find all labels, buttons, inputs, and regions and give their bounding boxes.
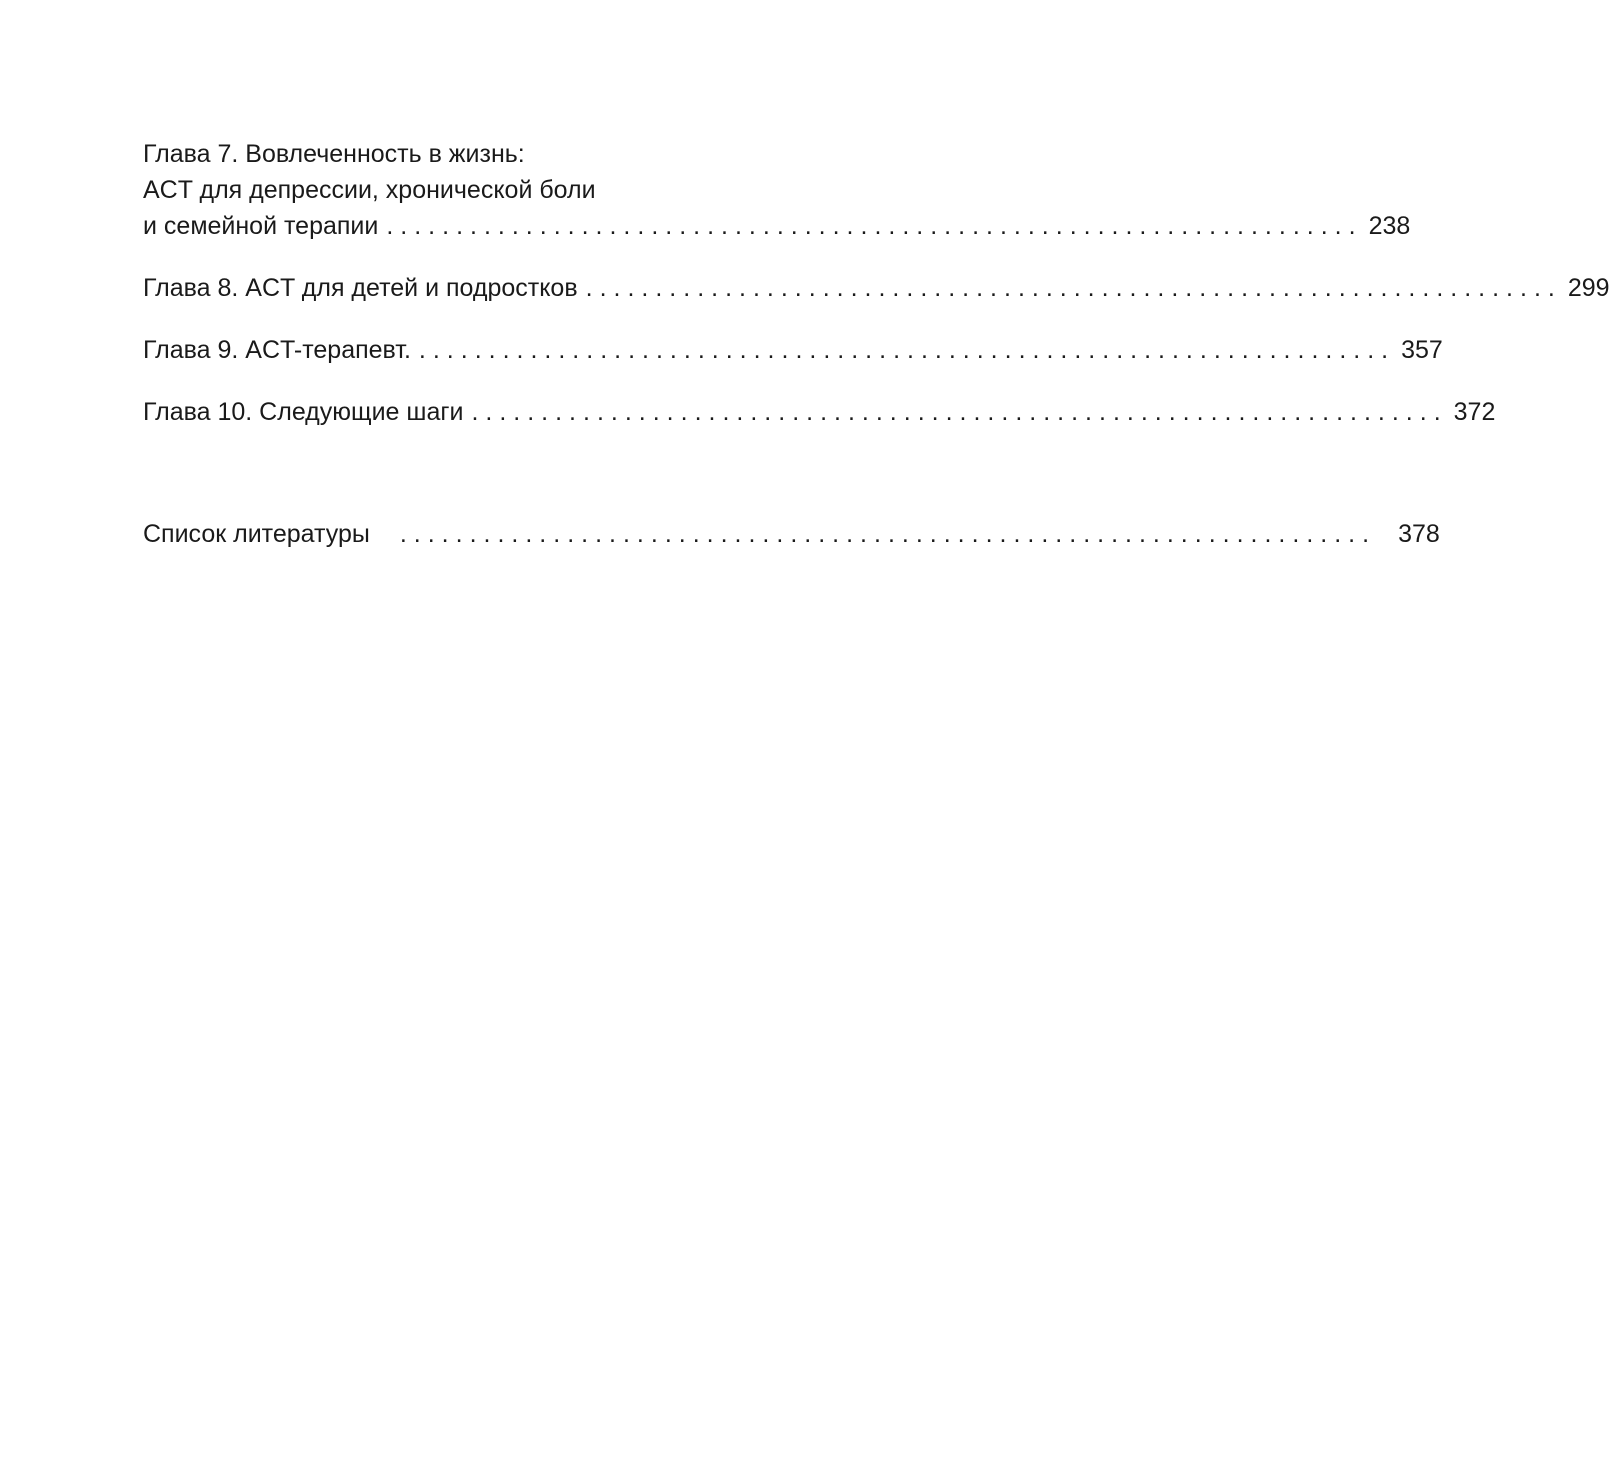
dot-leader: ...................................................................... bbox=[399, 520, 1377, 548]
toc-entry-title: и семейной терапии bbox=[143, 212, 379, 240]
dot-leader: ...................................................................... bbox=[418, 336, 1396, 364]
toc-entry-title: Глава 8. ACT для детей и подростков bbox=[143, 274, 578, 302]
toc-entry-chapter-9 bbox=[143, 332, 1443, 368]
toc-entry-chapter-7 bbox=[143, 136, 1411, 244]
toc-page-number: 238 bbox=[1368, 212, 1411, 240]
toc-entry-chapter-8 bbox=[143, 270, 1610, 306]
toc-entry-references bbox=[143, 516, 1440, 552]
dot-leader: ...................................................................... bbox=[471, 398, 1448, 426]
toc-page-number: 299 bbox=[1567, 274, 1610, 302]
toc-page-number: 378 bbox=[1398, 520, 1440, 548]
dot-leader: ...................................................................... bbox=[585, 274, 1562, 302]
toc-entry-title: Глава 10. Следующие шаги bbox=[143, 398, 464, 426]
toc-entry-title: Глава 9. ACT-терапевт. bbox=[143, 336, 411, 364]
toc-entry-title: Глава 7. Вовлеченность в жизнь: bbox=[143, 140, 525, 168]
dot-leader: ...................................................................... bbox=[386, 212, 1363, 240]
toc-entry-chapter-10 bbox=[143, 394, 1496, 430]
toc-page-number: 372 bbox=[1453, 398, 1496, 426]
toc-page-number: 357 bbox=[1401, 336, 1443, 364]
toc-entry-title: ACT для депрессии, хронической боли bbox=[143, 176, 596, 204]
toc-entry-title: Список литературы bbox=[143, 520, 370, 548]
table-of-contents bbox=[143, 136, 1610, 552]
